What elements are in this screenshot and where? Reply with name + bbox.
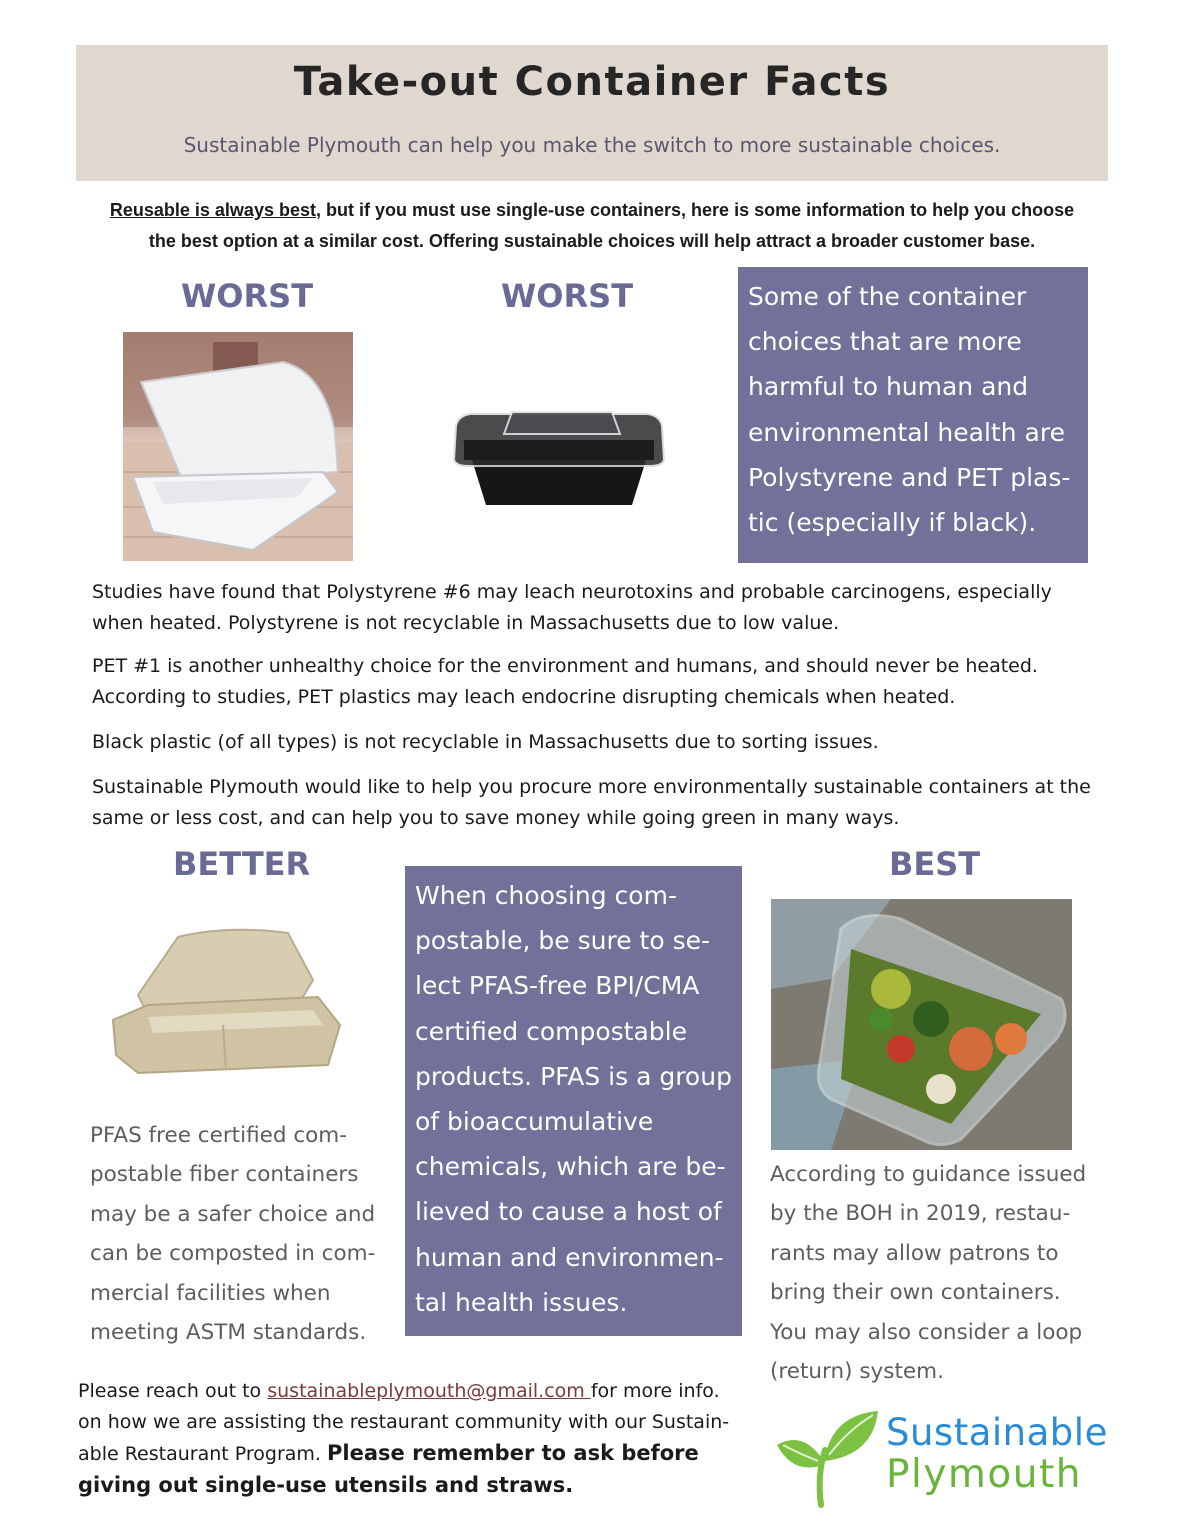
footer-reminder-cont: giving out single-use utensils and straws. [78,1473,574,1497]
intro-emphasis: Reusable is always best [109,200,316,220]
rating-best: BEST [889,845,981,883]
better-line: may be a safer choice and [90,1201,376,1227]
best-line: rants may allow patrons to [770,1240,1059,1266]
rating-worst-middle: WORST [501,277,634,315]
callout-line: of bioaccumulative [415,1107,654,1137]
footer-reminder: Please remember to ask before [327,1441,699,1465]
footer-after-email: for more info. [590,1380,720,1402]
logo-word-plymouth: Plymouth [886,1452,1083,1497]
sustainable-plymouth-logo [773,1405,1113,1510]
footer-line3: able Restaurant Program. [78,1443,328,1465]
black-container-icon [452,400,666,510]
callout-line: Some of the container [748,282,1027,311]
best-line: by the BOH in 2019, restau- [770,1201,1071,1227]
best-line: You may also consider a loop [770,1319,1083,1345]
better-line: mercial facilities when [90,1280,331,1306]
best-description [770,1155,1086,1391]
callout-line: human and environmen- [415,1242,724,1272]
intro-line2: the best option at a similar cost. Offering sustainable choices will help attract a broader customer base. [148,231,1036,251]
callout-line: products. PFAS is a group [415,1061,732,1091]
better-line: PFAS free certified com- [90,1123,347,1148]
best-line: bring their own containers. [770,1280,1061,1306]
callout-line: chemicals, which are be- [415,1152,726,1182]
callout-line: choices that are more [748,327,1022,357]
callout-line: postable, be sure to se- [415,926,710,956]
fiber-clamshell-icon [108,925,343,1077]
polystyrene-foam-image [123,332,353,561]
foam-clamshell-icon [123,332,353,561]
page-title: Take-out Container Facts [293,59,891,105]
fact-pet: PET #1 is another unhealthy choice for the environment and humans, and should never be heated. According to studies, PET plastics may leach endocrine disrupting chemicals when heated. [92,655,1038,708]
callout-line: environmental health are [748,417,1065,447]
better-line: meeting ASTM standards. [90,1320,367,1346]
worst-callout-box [738,267,1088,563]
compostable-fiber-image [108,925,343,1077]
callout-line: lect PFAS-free BPI/CMA [415,971,700,1001]
callout-line: Polystyrene and PET plas- [748,462,1071,492]
footer-line2: on how we are assisting the restaurant community with our Sustain- [78,1411,730,1433]
better-line: can be composted in com- [90,1241,376,1267]
glass-salad-icon [771,899,1072,1150]
reusable-glass-image [771,899,1072,1150]
logo-word-sustainable: Sustainable [886,1411,1108,1454]
callout-line: harmful to human and [748,372,1029,402]
callout-line: tal health issues. [415,1287,628,1317]
rating-better: BETTER [173,845,311,883]
black-pet-container-image [452,400,666,510]
compostable-callout-box [405,866,742,1336]
page-subtitle: Sustainable Plymouth can help you make the switch to more sustainable choices. [183,133,1001,157]
header-band [76,45,1108,181]
fact-sustainable-plymouth: Sustainable Plymouth would like to help you procure more environmentally sustainable containers at the same or less cost, and can help you to save money while going green in many ways. [92,776,1091,829]
best-line: According to guidance issued [770,1162,1087,1187]
fact-black-plastic: Black plastic (of all types) is not recyclable in Massachusetts due to sorting issues. [92,731,879,753]
callout-line: When choosing com- [415,881,677,910]
email-link[interactable]: sustainableplymouth@gmail.com [267,1380,591,1402]
sprout-leaf-icon [773,1405,883,1510]
best-line: (return) system. [770,1359,944,1385]
better-line: postable fiber containers [90,1162,359,1188]
footer-lead: Please reach out to [78,1380,268,1402]
rating-worst-left: WORST [181,277,314,315]
intro-text [92,195,1092,257]
callout-line: certified compostable [415,1016,687,1046]
callout-line: lieved to cause a host of [415,1197,722,1227]
footer-contact [78,1376,768,1501]
intro-line1: , but if you must use single-use containers, here is some information to help you choose [315,200,1075,220]
callout-line: tic (especially if black). [748,508,1037,538]
fact-polystyrene: Studies have found that Polystyrene #6 may leach neurotoxins and probable carcinogens, especially when heated. Polystyrene is not recyclable in Massachusetts due to low value. [92,581,1052,634]
better-description [90,1116,375,1352]
